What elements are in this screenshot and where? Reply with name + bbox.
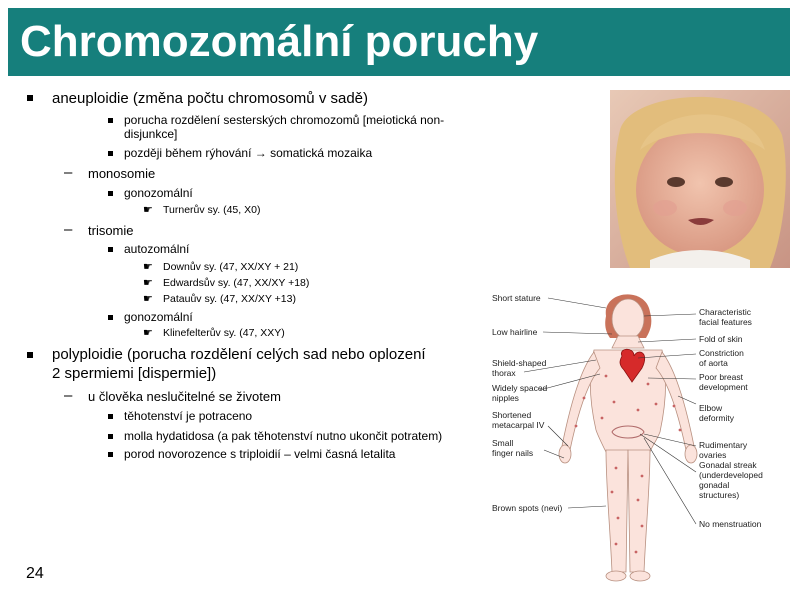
label-shield-shaped: Shield-shaped	[492, 358, 547, 368]
label-elbow: Elbow	[699, 403, 723, 413]
bullet-molla: molla hydatidosa (a pak těhotenství nutno ukončit potratem)	[124, 429, 443, 443]
label-structures: structures)	[699, 490, 740, 500]
bullet-pozdeji: později během rýhování → somatická mozaika	[124, 146, 373, 160]
label-gonadal: gonadal	[699, 480, 730, 490]
child-photo	[610, 90, 790, 268]
label-finger-nails: finger nails	[492, 448, 534, 458]
bullet-gonozomalni-1: gonozomální	[124, 186, 193, 200]
bullet-trisomie: trisomie	[88, 223, 134, 238]
bullet-square	[108, 151, 113, 156]
hand-pointer-icon: ☛	[143, 293, 153, 305]
bullet-gonozomalni-2: gonozomální	[124, 310, 193, 324]
label-of-aorta: of aorta	[699, 358, 728, 368]
bullet-polyploidie-line2: 2 spermiemi [dispermie])	[52, 365, 217, 382]
label-ovaries: ovaries	[699, 450, 727, 460]
label-small: Small	[492, 438, 514, 448]
page-number: 24	[26, 565, 44, 582]
label-deformity: deformity	[699, 413, 734, 423]
label-characteristic: Characteristic	[699, 307, 751, 317]
slide-title: Chromozomální poruchy	[20, 17, 539, 66]
bullet-aneuploidie: aneuploidie (změna počtu chromosomů v sadě)	[52, 90, 369, 107]
diagram-right-labels	[699, 307, 763, 529]
label-no-menstruation: No menstruation	[699, 519, 762, 529]
label-thorax: thorax	[492, 368, 516, 378]
label-metacarpal: metacarpal IV	[492, 420, 545, 430]
label-gonadal-streak: Gonadal streak	[699, 460, 757, 470]
bullet-turner: Turnerův sy. (45, X0)	[163, 204, 261, 216]
label-widely-spaced: Widely spaced	[492, 383, 548, 393]
label-fold-of-skin: Fold of skin	[699, 334, 743, 344]
bullet-porod: porod novorozence s triploidií – velmi časná letalita	[124, 447, 396, 461]
bullet-square	[108, 315, 113, 320]
label-shortened: Shortened	[492, 410, 532, 420]
child-photo-drawing	[610, 90, 790, 268]
hand-pointer-icon: ☛	[143, 261, 153, 273]
bullet-edwards: Edwardsův sy. (47, XX/XY +18)	[163, 277, 310, 289]
bullet-polyploidie-line1: polyploidie (porucha rozdělení celých sad nebo oplození	[52, 346, 426, 363]
label-nipples: nipples	[492, 393, 519, 403]
bullet-square	[108, 118, 113, 123]
label-rudimentary: Rudimentary	[699, 440, 748, 450]
bullet-monosomie: monosomie	[88, 166, 156, 181]
bullet-porucha-line2: disjunkce]	[124, 127, 178, 141]
hand-pointer-icon: ☛	[143, 204, 153, 216]
hand-pointer-icon: ☛	[143, 277, 153, 289]
label-short-stature: Short stature	[492, 293, 541, 303]
bullet-square	[108, 452, 113, 457]
dash-marker: –	[64, 221, 73, 238]
diagram-left-labels	[492, 293, 563, 513]
bullet-square	[27, 95, 33, 101]
bullet-klinefelter: Klinefelterův sy. (47, XXY)	[163, 327, 285, 339]
hand-pointer-icon: ☛	[143, 327, 153, 339]
bullet-autozomalni: autozomální	[124, 242, 190, 256]
bullet-porucha-line1: porucha rozdělení sesterských chromozomů [meiotická non-	[124, 113, 445, 127]
bullet-square	[27, 352, 33, 358]
bullet-square	[108, 414, 113, 419]
bullet-clovek: u člověka neslučitelné se životem	[88, 389, 281, 404]
bullet-tehotenstvi: těhotenství je potraceno	[124, 409, 253, 423]
label-underdeveloped: (underdeveloped	[699, 470, 763, 480]
label-development: development	[699, 382, 748, 392]
bullet-square	[108, 191, 113, 196]
bullet-square	[108, 434, 113, 439]
label-brown-spots: Brown spots (nevi)	[492, 503, 563, 513]
label-low-hairline: Low hairline	[492, 327, 538, 337]
turner-syndrome-diagram	[488, 286, 780, 592]
label-facial-features: facial features	[699, 317, 752, 327]
body-figure	[559, 294, 697, 581]
label-poor-breast: Poor breast	[699, 372, 743, 382]
bullet-square	[108, 247, 113, 252]
dash-marker: –	[64, 387, 73, 404]
bullet-down: Downův sy. (47, XX/XY + 21)	[163, 261, 299, 273]
dash-marker: –	[64, 164, 73, 181]
bullet-patau: Patauův sy. (47, XX/XY +13)	[163, 293, 296, 305]
label-constriction: Constriction	[699, 348, 744, 358]
